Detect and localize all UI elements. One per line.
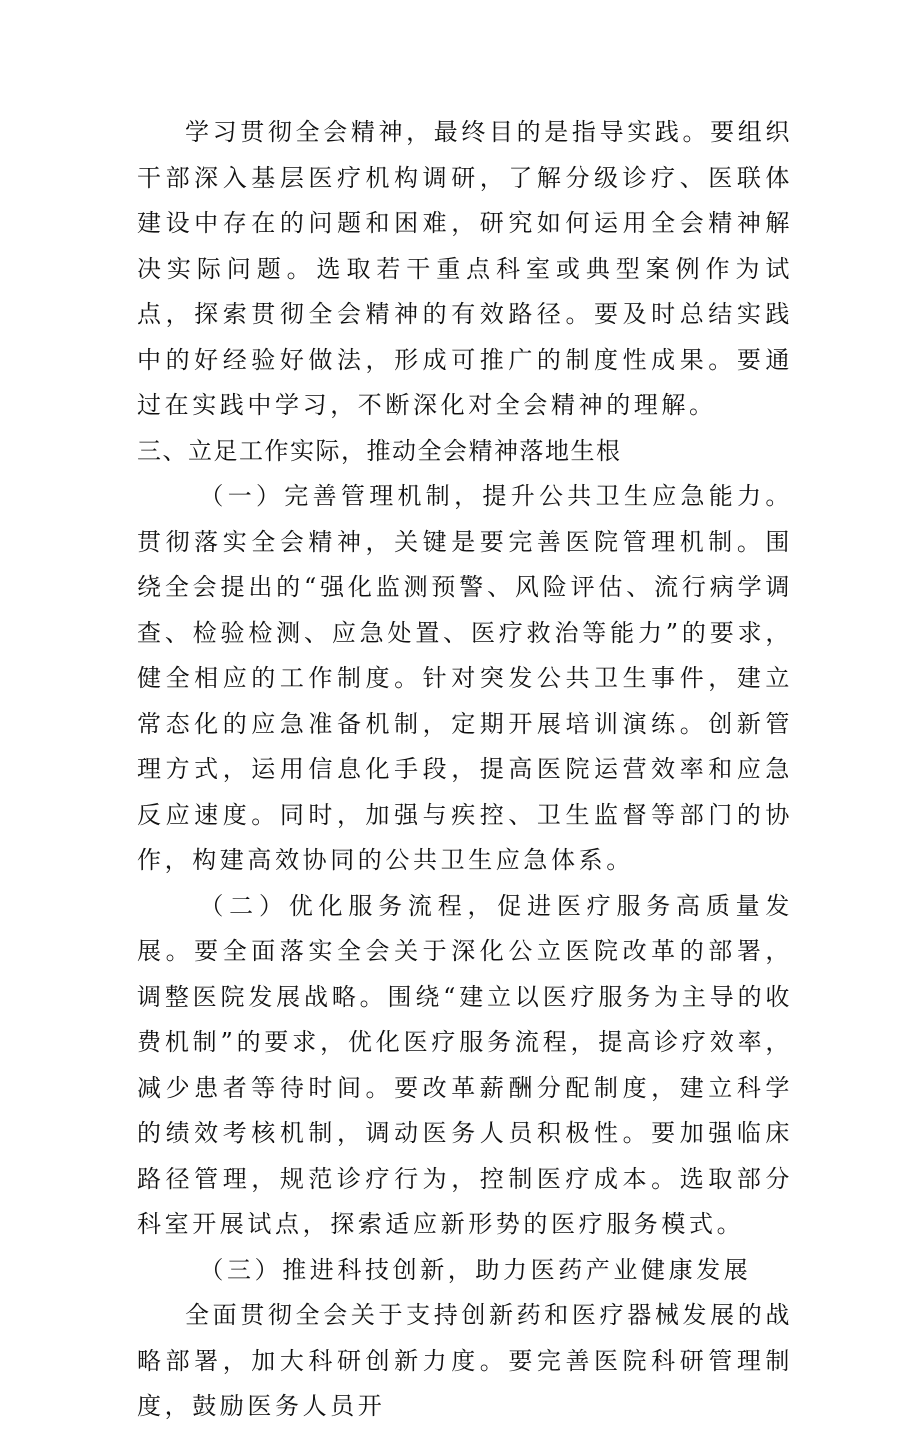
section-heading-3: 三、立足工作实际，推动全会精神落地生根 bbox=[137, 436, 622, 465]
paragraph-service: （二）优化服务流程，促进医疗服务高质量发展。要全面落实全会关于深化公立医院改革的部署，调整医院发展战略。围绕“建立以医疗服务为主导的收费机制”的要求，优化医疗服务流程，提高诊疗效率，减少患者等待时间。要改革薪酬分配制度，建立科学的绩效考核机制，调动医务人员积极性。要加强临床路径管理，规范诊疗行为，控制医疗成本。选取部分科室开展试点，探索适应新形势的医疗服务模式。 bbox=[137, 891, 793, 1238]
document-body bbox=[137, 110, 793, 1430]
subheading-innovation: （三）推进科技创新，助力医药产业健康发展 bbox=[199, 1255, 752, 1284]
paragraph-practice: 学习贯彻全会精神，最终目的是指导实践。要组织干部深入基层医疗机构调研，了解分级诊疗、医联体建设中存在的问题和困难，研究如何运用全会精神解决实际问题。选取若干重点科室或典型案例作为试点，探索贯彻全会精神的有效路径。要及时总结实践中的好经验好做法，形成可推广的制度性成果。要通过在实践中学习，不断深化对全会精神的理解。 bbox=[137, 118, 793, 419]
paragraph-management: （一）完善管理机制，提升公共卫生应急能力。贯彻落实全会精神，关键是要完善医院管理机制。围绕全会提出的“强化监测预警、风险评估、流行病学调查、检验检测、应急处置、医疗救治等能力”的要求，健全相应的工作制度。针对突发公共卫生事件，建立常态化的应急准备机制，定期开展培训演练。创新管理方式，运用信息化手段，提高医院运营效率和应急反应速度。同时，加强与疾控、卫生监督等部门的协作，构建高效协同的公共卫生应急体系。 bbox=[137, 482, 793, 874]
paragraph-innovation: 全面贯彻全会关于支持创新药和医疗器械发展的战略部署，加大科研创新力度。要完善医院科研管理制度，鼓励医务人员开 bbox=[137, 1301, 793, 1420]
